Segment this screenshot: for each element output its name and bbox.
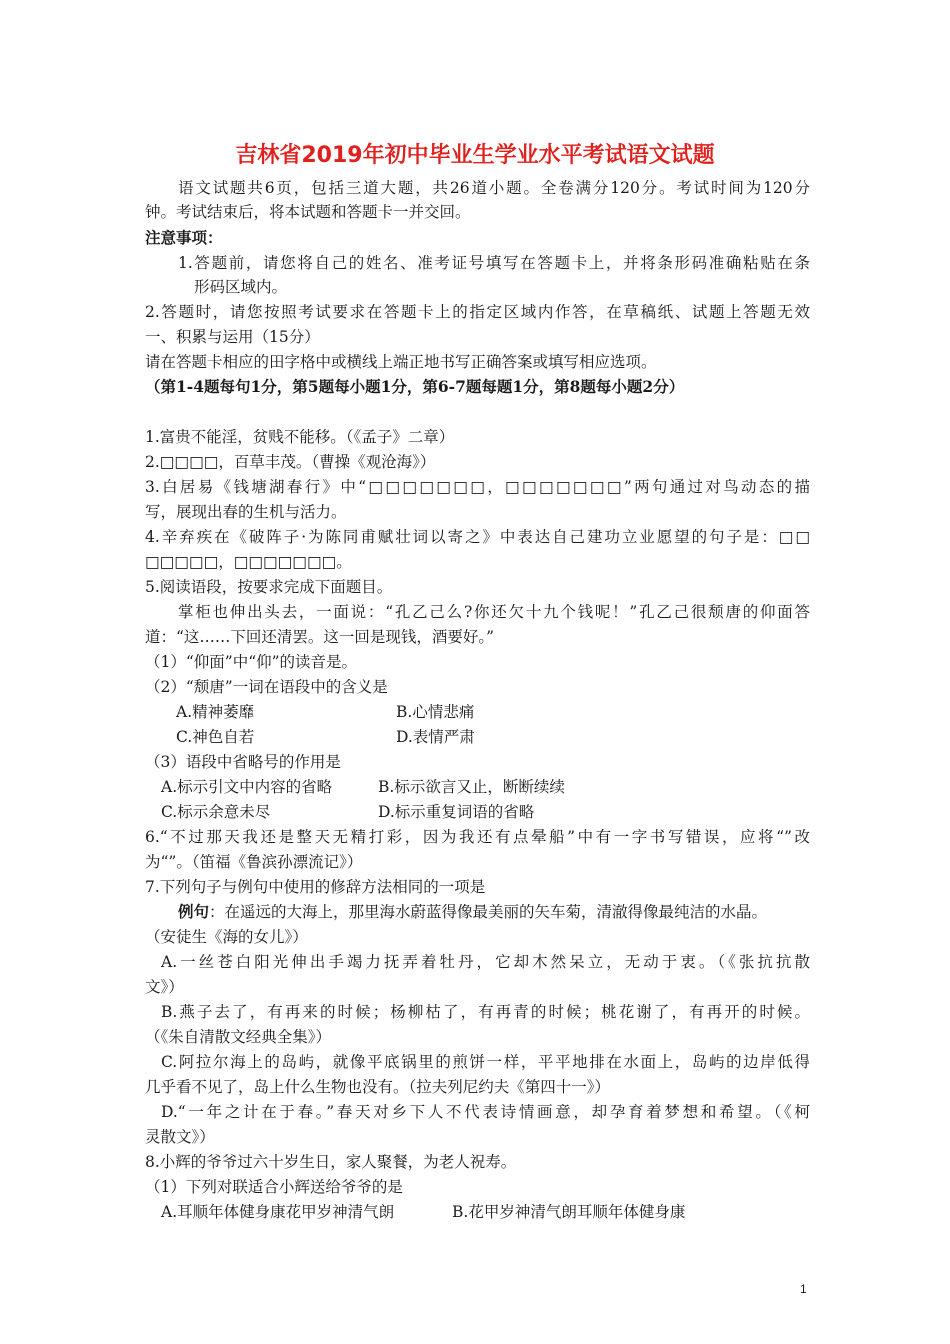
option-a: A.精神萎靡 <box>176 703 255 721</box>
question-6-line-1: 6.“不过那天我还是整天无精打彩，因为我还有点晕船”中有一字书写错误，应将“”改 <box>145 828 810 846</box>
section-heading: 一、积累与运用（15分） <box>145 328 320 346</box>
question-8-sub-1: （1）下列对联适合小辉送给爷爷的是 <box>145 1178 403 1196</box>
example-text: ：在遥远的大海上，那里海水蔚蓝得像最美丽的矢车菊，清澈得像最纯洁的水晶。 <box>209 903 768 921</box>
question-2: 2.□□□□，百草丰茂。（曹操《观沧海》） <box>145 453 436 471</box>
passage-line-1: 掌柜也伸出头去，一面说：“孔乙己么?你还欠十九个钱呢！”孔乙己很颓唐的仰面答 <box>178 603 810 621</box>
notice-heading: 注意事项： <box>145 228 223 247</box>
passage-line-2: 道：“这……下回还清罢。这一回是现钱，酒要好。” <box>145 628 495 646</box>
option-d-line-1: D.“一年之计在于春。”春天对乡下人不代表诗情画意，却孕育着梦想和希望。（《柯 <box>161 1103 810 1121</box>
option-a: A.耳顺年体健身康花甲岁神清气朗 <box>161 1203 395 1221</box>
question-5-sub-2: （2）“颓唐”一词在语段中的含义是 <box>145 678 388 696</box>
option-b-line-1: B.燕子去了，有再来的时候；杨柳枯了，有再青的时候；桃花谢了，有再开的时候。 <box>161 1003 810 1021</box>
question-6-line-2: 为“”。（笛福《鲁滨孙漂流记》） <box>145 853 363 871</box>
option-c: C.神色自若 <box>176 728 255 746</box>
example-line-1 <box>178 900 810 924</box>
question-5-sub-3: （3）语段中省略号的作用是 <box>145 753 341 771</box>
example-line-2: （安徒生《海的女儿》） <box>145 928 308 946</box>
option-a-line-1: A.一丝苍白阳光伸出手竭力抚弄着牡丹，它却木然呆立，无动于衷。（《张抗抗散 <box>161 953 810 971</box>
option-c: C.标示余意未尽 <box>161 803 271 821</box>
example-label: 例句 <box>178 902 210 921</box>
question-3-line-2: 写，展现出春的生机与活力。 <box>145 503 347 521</box>
question-8-stem: 8.小辉的爷爷过六十岁生日，家人聚餐，为老人祝寿。 <box>145 1153 517 1171</box>
intro-line-2: 钟。考试结束后，将本试题和答题卡一并交回。 <box>145 203 471 221</box>
page-number: 1 <box>800 1282 807 1296</box>
option-b: B.心情悲痛 <box>396 703 475 721</box>
question-7-stem: 7.下列句子与例句中使用的修辞方法相同的一项是 <box>145 878 486 896</box>
option-d: D.标示重复词语的省略 <box>378 803 535 821</box>
notice-item-2: 2.答题时，请您按照考试要求在答题卡上的指定区域内作答，在草稿纸、试题上答题无效 <box>145 303 810 321</box>
option-b-line-2: （《朱自清散文经典全集》） <box>145 1028 332 1046</box>
exam-title: 吉林省2019年初中毕业生学业水平考试语文试题 <box>235 143 715 168</box>
option-c-line-2: 几乎看不见了，岛上什么生物也没有。（拉夫列尼约夫《第四十一》） <box>145 1078 611 1096</box>
notice-item-1: 1.答题前，请您将自己的姓名、准考证号填写在答题卡上，并将条形码准确粘贴在条 <box>178 254 810 272</box>
section-instruction: 请在答题卡相应的田字格中或横线上端正地书写正确答案或填写相应选项。 <box>145 353 657 371</box>
question-5-stem: 5.阅读语段，按要求完成下面题目。 <box>145 578 393 596</box>
question-3-line-1: 3.白居易《钱塘湖春行》中“□□□□□□□，□□□□□□□”两句通过对鸟动态的描 <box>145 478 810 496</box>
question-5-sub-1: （1）“仰面”中“仰”的读音是。 <box>145 653 358 671</box>
question-4-line-1: 4.辛弃疾在《破阵子·为陈同甫赋壮词以寄之》中表达自己建功立业愿望的句子是：□□ <box>145 528 810 546</box>
option-d-line-2: 灵散文》） <box>145 1128 215 1146</box>
notice-item-1-cont: 形码区域内。 <box>194 278 288 296</box>
option-a: A.标示引文中内容的省略 <box>161 778 333 796</box>
question-4-line-2: □□□□□，□□□□□□□。 <box>145 553 352 571</box>
section-scoring: （第1-4题每句1分，第5题每小题1分，第6-7题每题1分，第8题每小题2分） <box>145 377 685 396</box>
option-a-line-2: 文》） <box>145 978 184 996</box>
intro-line-1: 语文试题共6页，包括三道大题，共26道小题。全卷满分120分。考试时间为120分 <box>178 179 810 197</box>
option-b: B.花甲岁神清气朗耳顺年体健身康 <box>452 1203 686 1221</box>
question-1: 1.富贵不能淫，贫贱不能移。（《孟子》二章） <box>145 428 455 446</box>
option-b: B.标示欲言又止，断断续续 <box>378 778 565 796</box>
option-c-line-1: C.阿拉尔海上的岛屿，就像平底锅里的煎饼一样，平平地排在水面上，岛屿的边岸低得 <box>161 1053 810 1071</box>
option-d: D.表情严肃 <box>396 728 475 746</box>
